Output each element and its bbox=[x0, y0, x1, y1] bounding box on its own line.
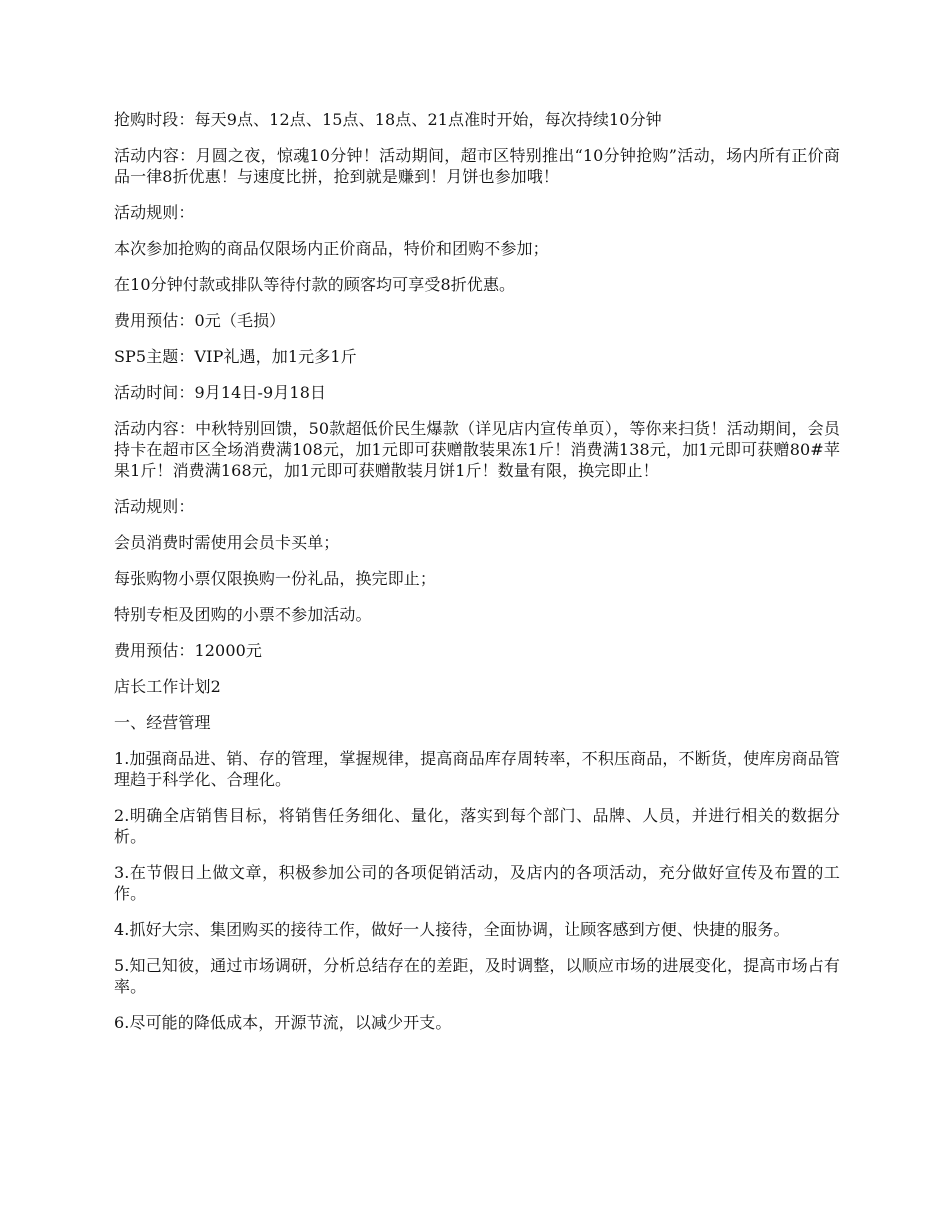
paragraph-rule-item: 特别专柜及团购的小票不参加活动。 bbox=[114, 605, 372, 624]
paragraph-plan-item: 5.知己知彼，通过市场调研，分析总结存在的差距，及时调整，以顺应市场的进展变化，提高市场占有率。 bbox=[114, 956, 840, 996]
paragraph-cost-estimate: 费用预估：0元（毛损） bbox=[114, 311, 286, 330]
paragraph-plan-item: 6.尽可能的降低成本，开源节流，以减少开支。 bbox=[114, 1013, 452, 1032]
paragraph-plan-item: 2.明确全店销售目标，将销售任务细化、量化，落实到每个部门、品牌、人员，并进行相关的数据分析。 bbox=[114, 806, 840, 846]
paragraph-plan-item: 3.在节假日上做文章，积极参加公司的各项促销活动，及店内的各项活动，充分做好宣传及布置的工作。 bbox=[114, 863, 840, 903]
paragraph-sp5-theme: SP5主题：VIP礼遇，加1元多1斤 bbox=[114, 347, 357, 366]
paragraph-flash-sale-time: 抢购时段：每天9点、12点、15点、18点、21点准时开始，每次持续10分钟 bbox=[114, 110, 662, 129]
paragraph-activity-time: 活动时间：9月14日-9月18日 bbox=[114, 383, 327, 402]
paragraph-section-title: 店长工作计划2 bbox=[114, 677, 221, 696]
document-body bbox=[114, 109, 840, 1048]
paragraph-flash-sale-content: 活动内容：月圆之夜，惊魂10分钟！活动期间，超市区特别推出“10分钟抢购”活动，场内所有正价商品一律8折优惠！与速度比拼，抢到就是赚到！月饼也参加哦！ bbox=[114, 146, 840, 186]
paragraph-cost-estimate: 费用预估：12000元 bbox=[114, 641, 262, 660]
paragraph-activity-content: 活动内容：中秋特别回馈，50款超低价民生爆款（详见店内宣传单页），等你来扫货！活动期间，会员持卡在超市区全场消费满108元，加1元即可获赠散装果冻1斤！消费满138元，加1元即可获赠80#苹果1斤！消费满168元，加1元即可获赠散装月饼1斤！数量有限，换完即止！ bbox=[114, 419, 840, 480]
paragraph-rules-heading: 活动规则： bbox=[114, 203, 195, 222]
paragraph-plan-item: 1.加强商品进、销、存的管理，掌握规律，提高商品库存周转率，不积压商品，不断货，使库房商品管理趋于科学化、合理化。 bbox=[114, 749, 840, 789]
paragraph-plan-item: 4.抓好大宗、集团购买的接待工作，做好一人接待，全面协调，让顾客感到方便、快捷的服务。 bbox=[114, 920, 790, 939]
paragraph-rule-item: 会员消费时需使用会员卡买单； bbox=[114, 533, 340, 552]
paragraph-rule-item: 本次参加抢购的商品仅限场内正价商品，特价和团购不参加； bbox=[114, 239, 549, 258]
paragraph-rule-item: 每张购物小票仅限换购一份礼品，换完即止； bbox=[114, 569, 437, 588]
paragraph-rule-item: 在10分钟付款或排队等待付款的顾客均可享受8折优惠。 bbox=[114, 275, 516, 294]
paragraph-subsection-heading: 一、经营管理 bbox=[114, 713, 211, 732]
paragraph-rules-heading: 活动规则： bbox=[114, 497, 195, 516]
